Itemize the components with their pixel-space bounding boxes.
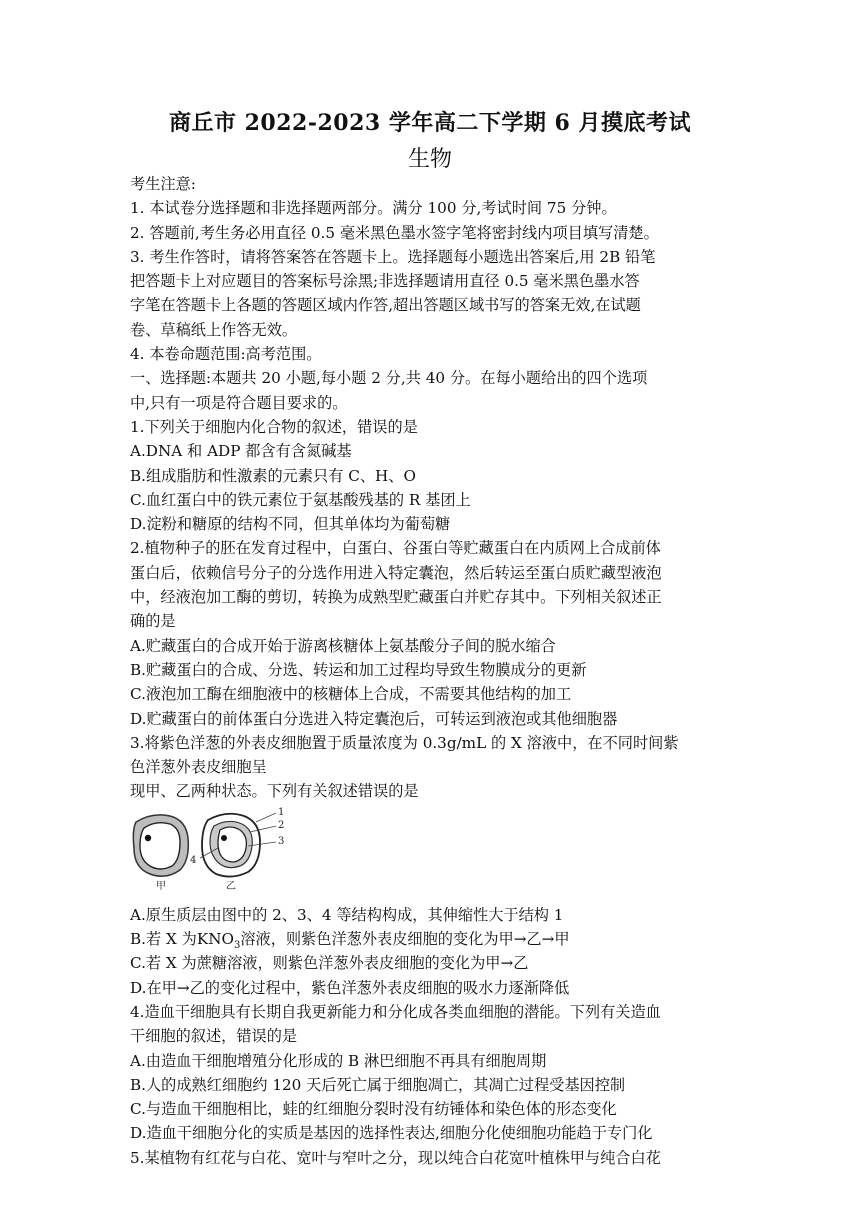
notice-line: 4. 本卷命题范围:高考范围。 bbox=[130, 345, 322, 364]
option-b-suffix: 溶液，则紫色洋葱外表皮细胞的变化为甲→乙→甲 bbox=[240, 930, 570, 949]
notice-line: 卷、草稿纸上作答无效。 bbox=[130, 320, 298, 339]
question-stem: 现甲、乙两种状态。下列有关叙述错误的是 bbox=[130, 782, 419, 801]
option-b-prefix: B.若 X 为 bbox=[130, 930, 197, 949]
option-c: C.若 X 为蔗糖溶液，则紫色洋葱外表皮细胞的变化为甲→乙 bbox=[130, 954, 529, 973]
option-a: A.DNA 和 ADP 都含有含氮碱基 bbox=[130, 442, 352, 461]
option-a: A.贮藏蛋白的合成开始于游离核糖体上氨基酸分子间的脱水缩合 bbox=[130, 636, 556, 655]
option-b bbox=[130, 927, 740, 951]
notice-line: 把答题卡上对应题目的答案标号涂黑;非选择题请用直径 0.5 毫米黑色墨水答 bbox=[130, 272, 640, 291]
option-d: D.在甲→乙的变化过程中，紫色洋葱外表皮细胞的吸水力逐渐降低 bbox=[130, 978, 570, 997]
notice-list bbox=[130, 196, 740, 366]
chem-formula: KNO bbox=[196, 930, 234, 949]
nucleus-yi bbox=[221, 835, 227, 841]
question-stem: 色洋葱外表皮细胞呈 bbox=[130, 758, 267, 777]
section-heading bbox=[130, 366, 740, 415]
option-c: C.液泡加工酶在细胞液中的核糖体上合成，不需要其他结构的加工 bbox=[130, 685, 572, 704]
option-b: B.组成脂肪和性激素的元素只有 C、H、O bbox=[130, 466, 416, 485]
plasmolysis-diagram bbox=[130, 808, 290, 893]
notice-line: 字笔在答题卡上各题的答题区域内作答,超出答题区域书写的答案无效,在试题 bbox=[130, 296, 641, 315]
option-d: D.淀粉和糖原的结构不同，但其单体均为葡萄糖 bbox=[130, 515, 451, 534]
option-d: D.贮藏蛋白的前体蛋白分选进入特定囊泡后，可转运到液泡或其他细胞器 bbox=[130, 709, 618, 728]
section-line: 中,只有一项是符合题目要求的。 bbox=[130, 393, 348, 412]
option-c: C.与造血干细胞相比，蛙的红细胞分裂时没有纺锤体和染色体的形态变化 bbox=[130, 1100, 617, 1119]
cell-jia bbox=[133, 815, 188, 876]
question-1 bbox=[130, 415, 740, 536]
exam-body bbox=[130, 172, 740, 1170]
question-stem: 中，经液泡加工酶的剪切，转换为成熟型贮藏蛋白并贮存其中。下列相关叙述正 bbox=[130, 588, 662, 607]
callout-1: 1 bbox=[278, 806, 285, 818]
notice-heading: 考生注意: bbox=[130, 175, 196, 193]
option-b: B.贮藏蛋白的合成、分选、转运和加工过程均导致生物膜成分的更新 bbox=[130, 660, 587, 679]
notice-line: 2. 答题前,考生务必用直径 0.5 毫米黑色墨水签字笔将密封线内项目填写清楚。 bbox=[130, 223, 659, 242]
exam-title: 商丘市 2022-2023 学年高二下学期 6 月摸底考试 bbox=[168, 110, 692, 136]
callout-2: 2 bbox=[278, 819, 285, 831]
question-stem: 5.某植物有红花与白花、宽叶与窄叶之分，现以纯合白花宽叶植株甲与纯合白花 bbox=[130, 1148, 661, 1167]
question-2 bbox=[130, 536, 740, 730]
section-line: 一、选择题:本题共 20 小题,每小题 2 分,共 40 分。在每小题给出的四个选项 bbox=[130, 369, 648, 388]
cell-jia-label: 甲 bbox=[156, 880, 166, 892]
plasmolysis-figure bbox=[130, 808, 290, 893]
chem-subscript: 3 bbox=[233, 940, 241, 952]
question-5 bbox=[130, 1146, 740, 1170]
option-c: C.血红蛋白中的铁元素位于氨基酸残基的 R 基团上 bbox=[130, 490, 471, 509]
question-stem: 3.将紫色洋葱的外表皮细胞置于质量浓度为 0.3g/mL 的 X 溶液中，在不同时间紫 bbox=[130, 733, 679, 752]
callout-3: 3 bbox=[278, 835, 285, 847]
question-stem: 确的是 bbox=[130, 612, 176, 631]
question-stem: 4.造血干细胞具有长期自我更新能力和分化成各类血细胞的潜能。下列有关造血 bbox=[130, 1002, 661, 1021]
question-4 bbox=[130, 1000, 740, 1146]
subject-title: 生物 bbox=[407, 147, 452, 172]
callout-4: 4 bbox=[190, 854, 197, 866]
notice-line: 3. 考生作答时，请将答案答在答题卡上。选择题每小题选出答案后,用 2B 铅笔 bbox=[130, 247, 656, 266]
question-stem: 1.下列关于细胞内化合物的叙述，错误的是 bbox=[130, 417, 418, 436]
notice-line: 1. 本试卷分选择题和非选择题两部分。满分 100 分,考试时间 75 分钟。 bbox=[130, 199, 617, 218]
question-stem: 蛋白后，依赖信号分子的分选作用进入特定囊泡，然后转运至蛋白质贮藏型液泡 bbox=[130, 563, 662, 582]
option-a: A.由造血干细胞增殖分化形成的 B 淋巴细胞不再具有细胞周期 bbox=[130, 1051, 547, 1070]
nucleus-jia bbox=[145, 835, 151, 841]
cell-yi-label: 乙 bbox=[226, 880, 236, 892]
option-d: D.造血干细胞分化的实质是基因的选择性表达,细胞分化使细胞功能趋于专门化 bbox=[130, 1124, 653, 1143]
question-stem: 干细胞的叙述，错误的是 bbox=[130, 1027, 298, 1046]
option-a: A.原生质层由图中的 2、3、4 等结构构成，其伸缩性大于结构 1 bbox=[130, 905, 564, 924]
option-b: B.人的成熟红细胞约 120 天后死亡属于细胞凋亡，其凋亡过程受基因控制 bbox=[130, 1075, 626, 1094]
question-stem: 2.植物种子的胚在发育过程中，白蛋白、谷蛋白等贮藏蛋白在内质网上合成前体 bbox=[130, 539, 661, 558]
question-3 bbox=[130, 731, 740, 1000]
